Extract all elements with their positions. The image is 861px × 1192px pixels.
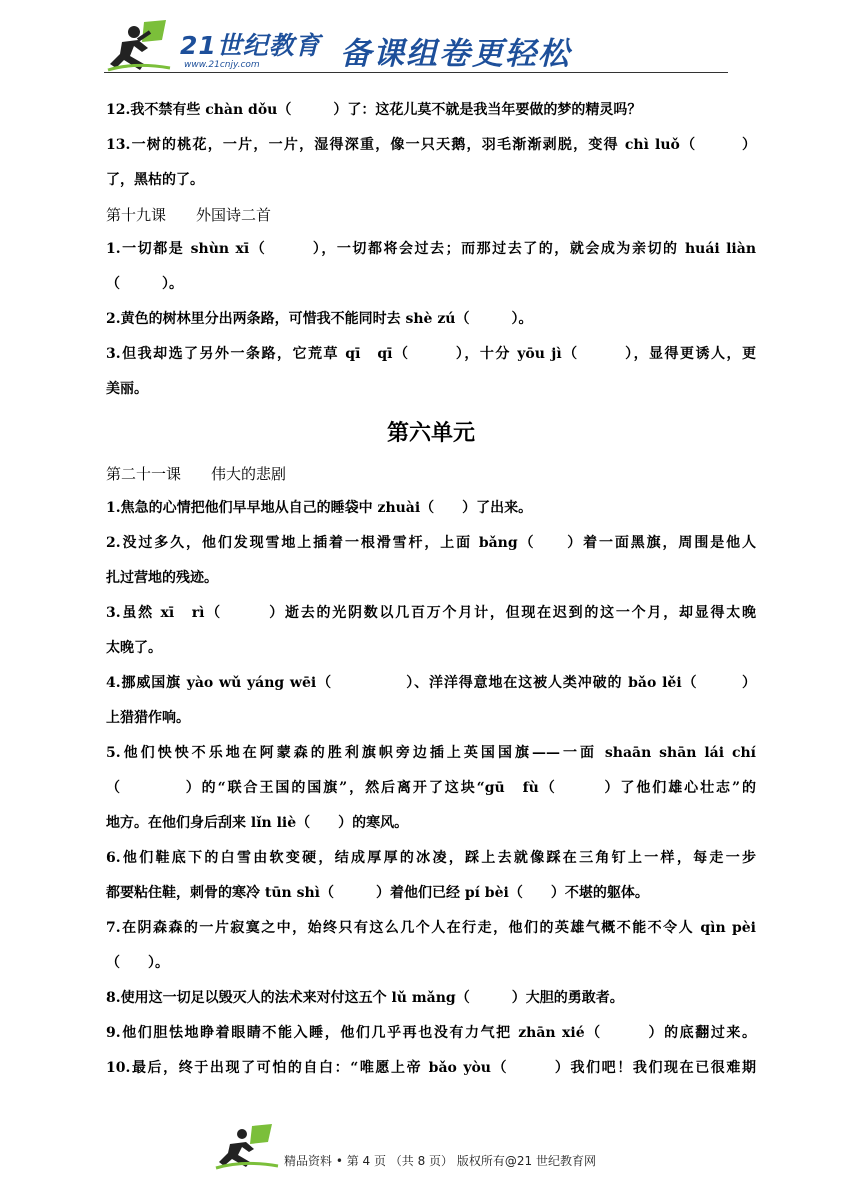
text-line: 3.但我却选了另外一条路，它荒草 qī qī（ ），十分 yōu jì（ ），显得更诱人，更: [106, 346, 756, 362]
text-line: 扎过营地的残迹。: [106, 570, 218, 586]
text-line: 1.焦急的心情把他们早早地从自己的睡袋中 zhuài（ ）了出来。: [106, 500, 533, 516]
brand-name: 21世纪教育: [180, 31, 321, 60]
header-divider: [104, 72, 728, 73]
brand-url: www.21cnjy.com: [184, 60, 260, 70]
text-line: 2.黄色的树林里分出两条路，可惜我不能同时去 shè zú（ ）。: [106, 311, 533, 327]
text-line: 7.在阴森森的一片寂寞之中，始终只有这么几个人在行走，他们的英雄气概不能不令人 qìn pèi: [106, 920, 756, 936]
text-line: 上猎猎作响。: [106, 710, 190, 726]
runner-logo-icon: [104, 18, 174, 74]
text-line: 了，黑枯的了。: [106, 172, 204, 188]
page-header: [104, 18, 728, 74]
text-line: 10.最后，终于出现了可怕的自白：“唯愿上帝 bǎo yòu（ ）我们吧！我们现在已很难期: [106, 1060, 756, 1076]
unit-title: 第六单元: [386, 420, 475, 446]
text-line: （ ）。: [106, 955, 169, 971]
text-line: 6.他们鞋底下的白雪由软变硬，结成厚厚的冰凌，踩上去就像踩在三角钉上一样，每走一步: [106, 850, 756, 866]
text-line: 1.一切都是 shùn xī（ ），一切都将会过去；而那过去了的，就会成为亲切的 huái liàn: [106, 241, 756, 257]
header-slogan: 备课组卷更轻松: [340, 36, 571, 72]
text-line: 2.没过多久，他们发现雪地上插着一根滑雪杆，上面 bǎng（ ）着一面黑旗，周围是他人: [106, 535, 756, 551]
text-line: （ ）的“联合王国的国旗”，然后离开了这块“gū fù（ ）了他们雄心壮志”的: [106, 780, 756, 796]
text-line: 9.他们胆怯地睁着眼睛不能入睡，他们几乎再也没有力气把 zhān xié（ ）的底翻过来。: [106, 1025, 756, 1041]
text-line: 12.我不禁有些 chàn dǒu（ ）了：这花儿莫不就是我当年要做的梦的精灵吗？: [106, 102, 642, 118]
text-line: 4.挪威国旗 yào wǔ yáng wēi（ ）、洋洋得意地在这被人类冲破的 bǎo lěi（ ）: [106, 675, 756, 691]
text-line: 8.使用这一切足以毁灭人的法术来对付这五个 lǔ mǎng（ ）大胆的勇敢者。: [106, 990, 624, 1006]
text-line: 太晚了。: [106, 640, 162, 656]
footer-text: 精品资料 • 第 4 页 （共 8 页） 版权所有@21 世纪教育网: [284, 1154, 596, 1168]
page-footer: [214, 1122, 664, 1172]
text-line: 3.虽然 xī rì（ ）逝去的光阴数以几百万个月计，但现在迟到的这一个月，却显得太晚: [106, 605, 756, 621]
text-line: 美丽。: [106, 381, 148, 397]
lesson-heading: 第十九课 外国诗二首: [106, 206, 272, 224]
text-line: （ ）。: [106, 276, 183, 292]
text-line: 5.他们怏怏不乐地在阿蒙森的胜利旗帜旁边插上英国国旗——一面 shaān shān lái chí: [106, 745, 756, 761]
text-line: 13.一树的桃花，一片，一片，湿得深重，像一只天鹅，羽毛渐渐剥脱，变得 chì luǒ（ ）: [106, 137, 756, 153]
text-line: 都要粘住鞋，刺骨的寒冷 tūn shì（ ）着他们已经 pí bèi（ ）不堪的躯体。: [106, 885, 649, 901]
text-line: 地方。在他们身后刮来 lǐn liè（ ）的寒风。: [106, 815, 409, 831]
runner-logo-icon: [214, 1122, 280, 1170]
worksheet-content: [106, 93, 756, 1086]
lesson-heading: 第二十一课 伟大的悲剧: [106, 465, 287, 483]
